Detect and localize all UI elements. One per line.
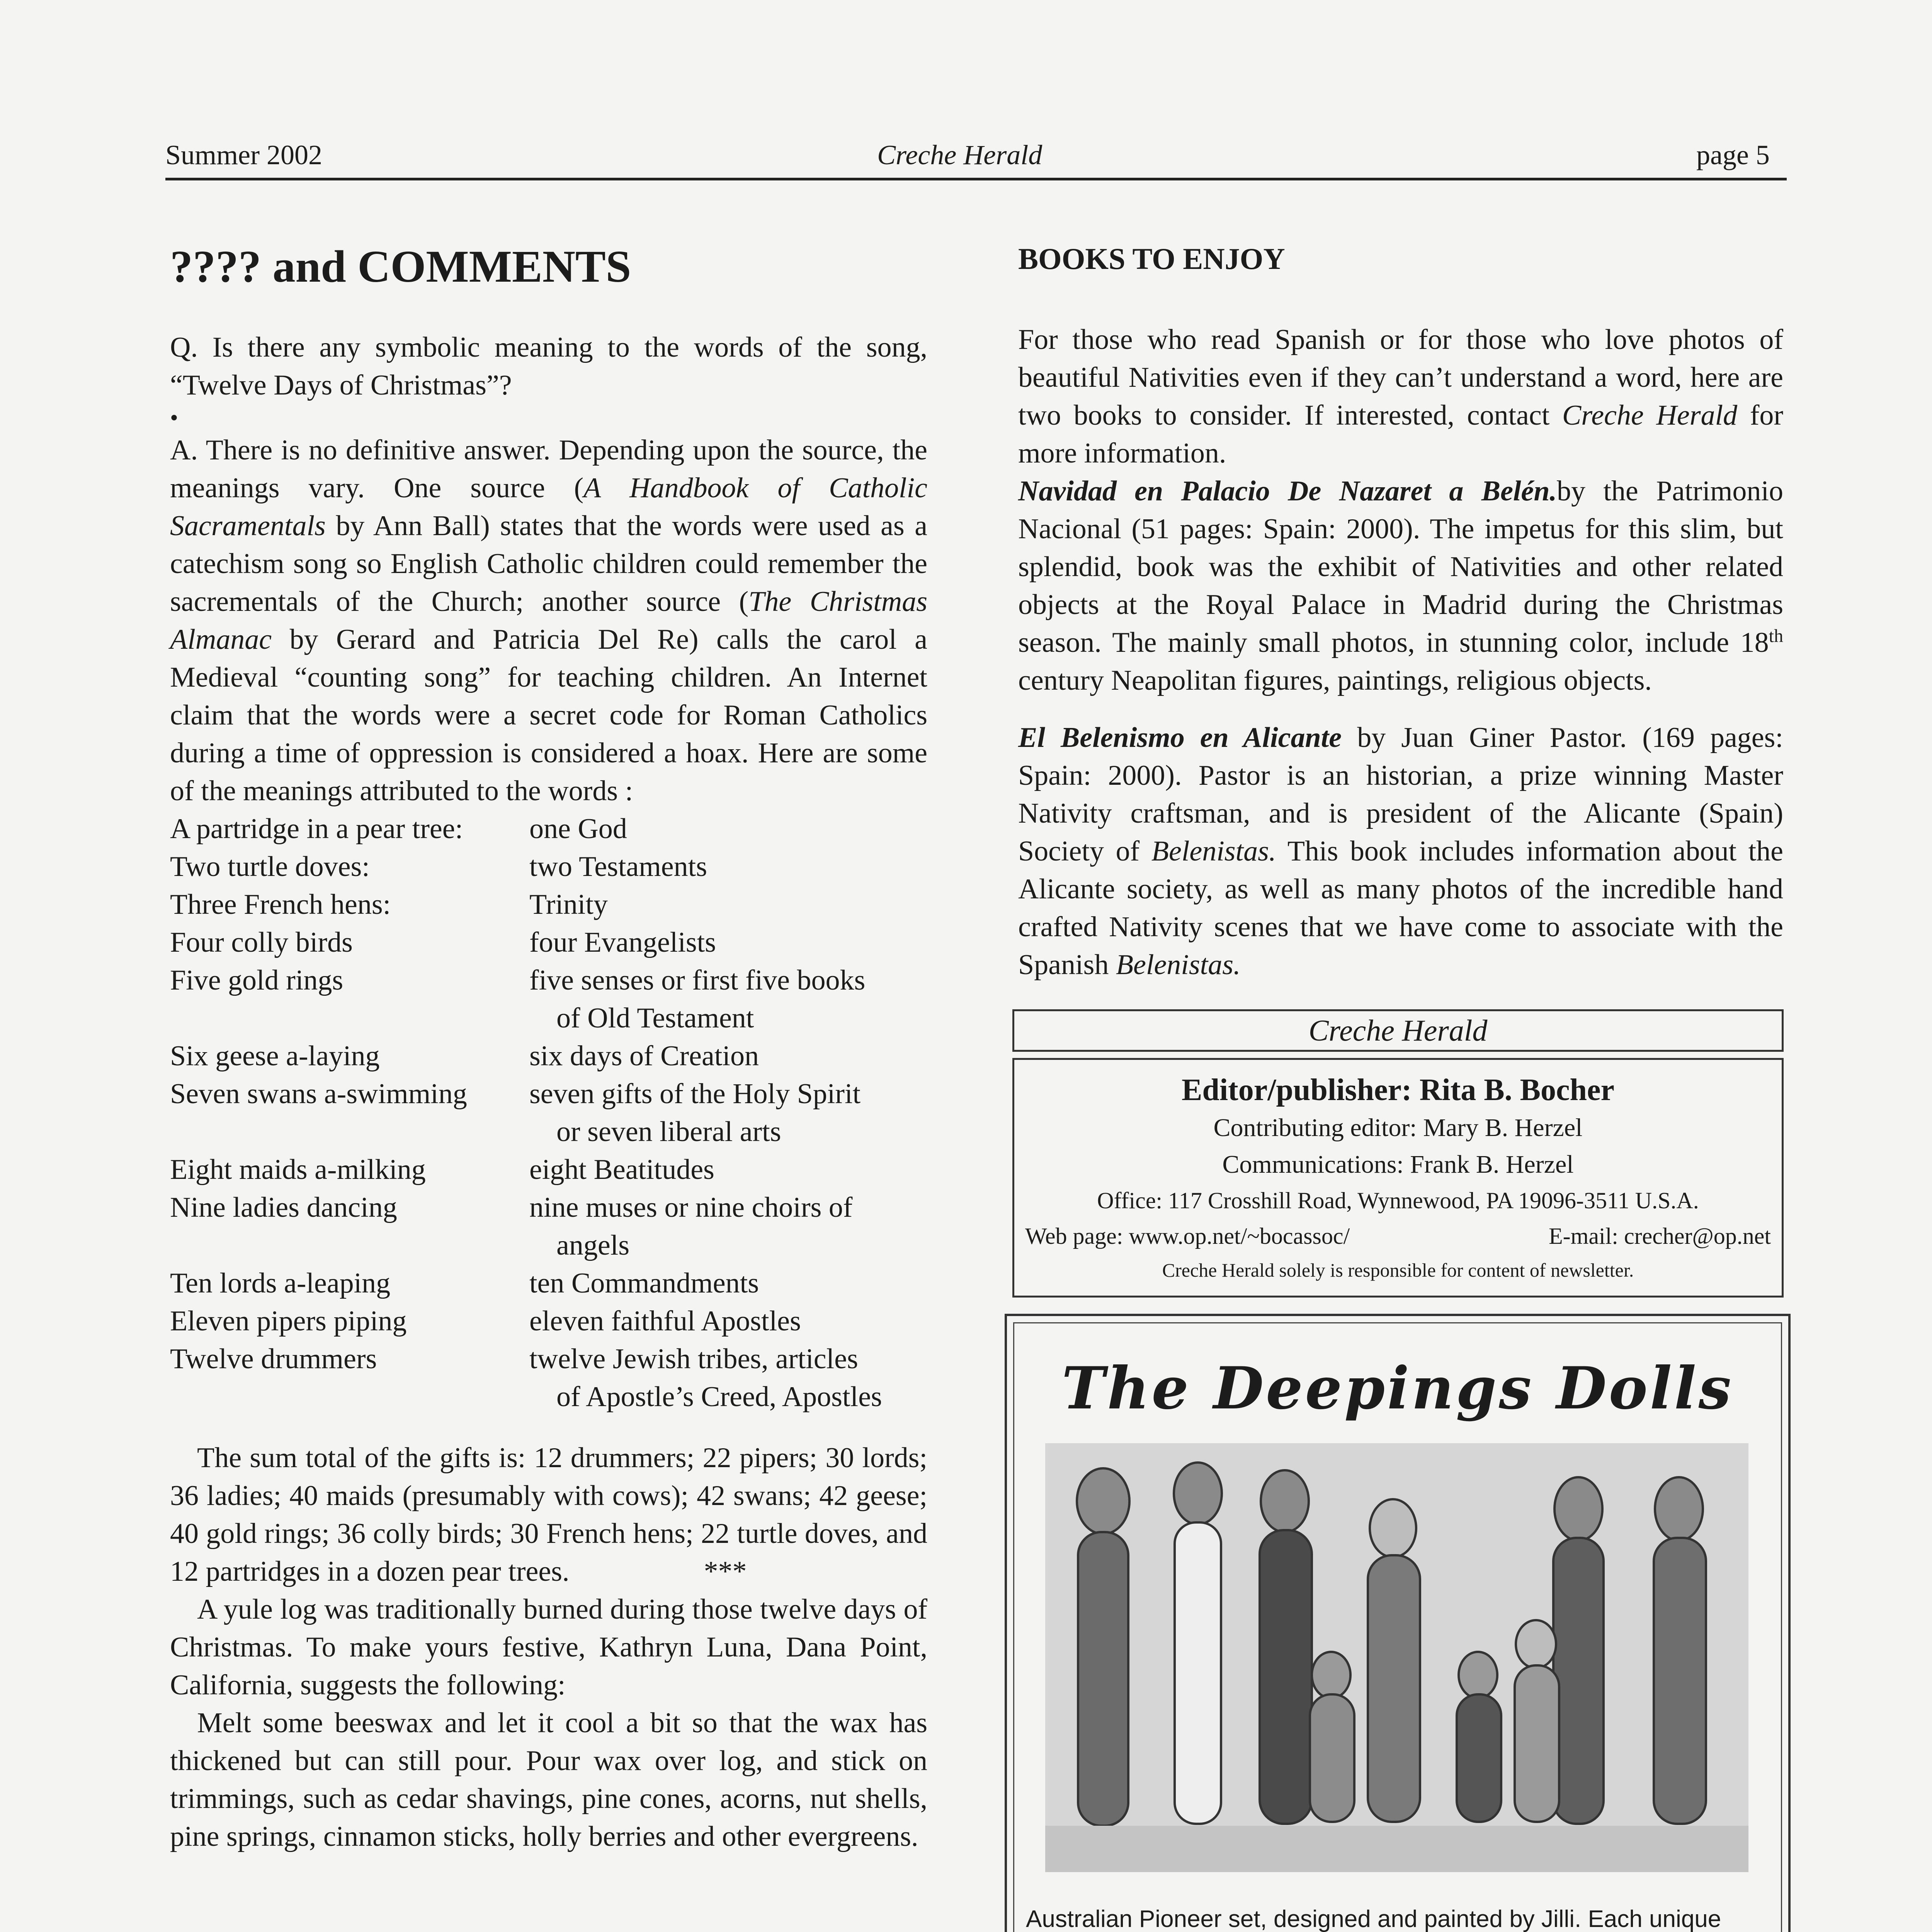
bullet-dot: • — [170, 405, 179, 430]
gift-name: Five gold rings — [170, 964, 344, 996]
dolls-photo — [1045, 1443, 1748, 1872]
gift-name: Two turtle doves: — [170, 851, 370, 883]
meaning-row — [170, 1189, 927, 1264]
meanings-list — [170, 810, 927, 1416]
editor: Editor/publisher: Rita B. Bocher — [1181, 1073, 1615, 1107]
gift-name: Four colly birds — [170, 927, 353, 958]
meaning-row — [170, 1151, 927, 1189]
meaning-row — [170, 1075, 927, 1151]
gift-meaning: twelve Jewish tribes, articles of Apostle’s Creed, Apostles — [529, 1343, 882, 1413]
meaning-row — [170, 1340, 927, 1416]
question: Q. Is there any symbolic meaning to the words of the song, “Twelve Days of Christmas”? — [170, 332, 927, 401]
gift-meaning: eight Beatitudes — [529, 1154, 714, 1185]
gift-name: Six geese a-laying — [170, 1040, 380, 1072]
section-title: ???? and COMMENTS — [170, 241, 631, 292]
gift-name: Eight maids a-milking — [170, 1154, 426, 1185]
masthead-note: Creche Herald solely is responsible for content of newsletter. — [1162, 1259, 1634, 1281]
gift-name: Nine ladies dancing — [170, 1192, 397, 1223]
gift-meaning: eleven faithful Apostles — [529, 1305, 801, 1337]
gift-meaning: six days of Creation — [529, 1040, 759, 1072]
meaning-row — [170, 886, 927, 923]
communications: Communications: Frank B. Herzel — [1222, 1150, 1574, 1179]
gift-meaning: Trinity — [529, 889, 608, 920]
meaning-row — [170, 961, 927, 1037]
ad-description: Australian Pioneer set, designed and painted by Jilli. Each unique — [1026, 1906, 1721, 1932]
gift-name: Ten lords a-leaping — [170, 1267, 391, 1299]
right-column — [1018, 240, 1783, 984]
book-2: El Belenismo en Alicante by Juan Giner Pastor. (169 pages: Spain: 2000). Pastor is an historian, a prize winning Master Nativity craftsman, and is president of the Alicante (Spain) Society of Belenistas. This book includes information about the Alicante society, as well as many photos of the incredible hand crafted Nativity scenes that we have come to associate with the Spanish Belenistas. — [1018, 722, 1784, 981]
publication-name: Creche Herald — [877, 139, 1043, 170]
web-email-row — [1014, 1218, 1782, 1254]
gift-meaning: five senses or first five books of Old Testament — [529, 964, 866, 1034]
gift-name: Seven swans a-swimming — [170, 1078, 467, 1110]
yule-intro: A yule log was traditionally burned during those twelve days of Christmas. To make yours festive, Kathryn Luna, Dana Point, California, suggests the following: — [170, 1594, 927, 1701]
gift-name: Twelve drummers — [170, 1343, 377, 1375]
page-number: page 5 — [1696, 139, 1770, 170]
ad-title: The Deepings Dolls — [1061, 1354, 1734, 1422]
meaning-row — [170, 923, 927, 961]
meaning-row — [170, 1302, 927, 1340]
meaning-row — [170, 1264, 927, 1302]
books-intro: For those who read Spanish or for those who love photos of beautiful Nativities even if they can’t understand a word, here are two books to consider. If interested, contact Creche Herald for more information. — [1018, 324, 1783, 469]
masthead-name: Creche Herald — [1012, 1009, 1784, 1052]
gift-name: Three French hens: — [170, 889, 391, 920]
books-title: BOOKS TO ENJOY — [1018, 242, 1285, 276]
left-column — [170, 240, 927, 1855]
contributing-editor: Contributing editor: Mary B. Herzel — [1213, 1114, 1583, 1142]
gift-meaning: seven gifts of the Holy Spirit or seven liberal arts — [529, 1078, 861, 1148]
header-rule — [165, 178, 1787, 180]
answer: A. There is no definitive answer. Depending upon the source, the meanings vary. One source (A Handbook of Catholic Sacramentals by Ann Ball) states that the words were used as a catechism song so English Catholic children could remember the sacrementals of the Church; another source (The Christmas Almanac by Gerard and Patricia Del Re) calls the carol a Medieval “counting song” for teaching children. An Internet claim that the words were a secret code for Roman Catholics during a time of oppression is considered a hoax. Here are some of the meanings attributed to the words : — [170, 434, 928, 807]
gift-meaning: two Testaments — [529, 851, 707, 883]
meaning-row — [170, 1037, 927, 1075]
gift-meaning: four Evangelists — [529, 927, 716, 958]
masthead-email: E-mail: crecher@op.net — [1549, 1223, 1771, 1249]
gift-meaning: nine muses or nine choirs of angels — [529, 1192, 853, 1261]
deepings-dolls-ad — [1005, 1314, 1791, 1932]
gift-name: A partridge in a pear tree: — [170, 813, 463, 845]
gift-meaning: ten Commandments — [529, 1267, 759, 1299]
nativity-dolls-image — [1045, 1443, 1748, 1872]
yule-instructions: Melt some beeswax and let it cool a bit so that the wax has thickened but can still pour. Pour wax over log, and stick on trimmings, such as cedar shavings, pine cones, acorns, nut shells, pine springs, cinnamon sticks, holly berries and other evergreens. — [170, 1707, 927, 1852]
issue-date: Summer 2002 — [165, 139, 322, 170]
web-page: Web page: www.op.net/~bocassoc/ — [1025, 1223, 1350, 1249]
meaning-row — [170, 810, 927, 848]
gift-name: Eleven pipers piping — [170, 1305, 407, 1337]
gift-sum: The sum total of the gifts is: 12 drummers; 22 pipers; 30 lords; 36 ladies; 40 maids (presumably with cows); 42 swans; 42 geese; 40 gold rings; 36 colly birds; 30 French hens; 22 turtle doves, and 12 partridges in a dozen pear trees. *** — [170, 1439, 927, 1590]
book-1: Navidad en Palacio De Nazaret a Belén.by the Patrimonio Nacional (51 pages: Spain: 2000). The impetus for this slim, but splendid, book was the exhibit of Nativities and other related objects at the Royal Palace in Madrid during the Christmas season. The mainly small photos, in stunning color, include 18th century Neapolitan figures, paintings, religious objects. — [1018, 475, 1783, 696]
meaning-row — [170, 848, 927, 886]
gift-meaning: one God — [529, 813, 627, 845]
office-address: Office: 117 Crosshill Road, Wynnewood, PA 19096-3511 U.S.A. — [1097, 1188, 1699, 1213]
masthead-box — [1012, 1058, 1784, 1298]
separator-stars: *** — [704, 1556, 747, 1587]
